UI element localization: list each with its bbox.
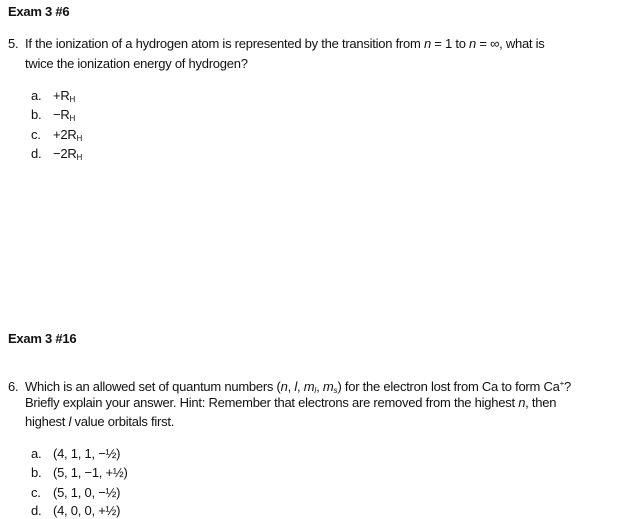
option-key: b. <box>31 107 42 122</box>
option-value: (5, 1, −1, +½) <box>53 465 128 480</box>
subscript: H <box>76 153 83 162</box>
question-text: Briefly explain your answer. Hint: Remember that electrons are removed from the highest <box>25 395 519 410</box>
question-6-line-3 <box>25 414 174 430</box>
exam-6-heading: Exam 3 #6 <box>8 4 70 19</box>
question-text: ? <box>564 379 571 394</box>
option-d <box>31 503 120 519</box>
var-n: n <box>469 36 477 51</box>
question-text: = 1 to <box>430 36 470 51</box>
option-key: d. <box>31 503 42 518</box>
var-ms: m <box>322 379 334 394</box>
option-b <box>31 465 128 481</box>
option-value: +R <box>53 88 70 103</box>
option-key: c. <box>31 485 41 500</box>
option-value: +2R <box>53 127 77 142</box>
question-text: Which is an allowed set of quantum numbers ( <box>25 379 281 394</box>
option-key: b. <box>31 465 42 480</box>
question-6-line-2 <box>25 395 556 411</box>
question-text: , <box>287 379 295 394</box>
question-number: 5. <box>8 36 19 51</box>
question-text: ) for the electron lost from Ca to form Ca <box>337 379 560 394</box>
var-n: n <box>518 395 526 410</box>
option-c <box>31 127 82 147</box>
option-value: −R <box>53 107 70 122</box>
superscript: + <box>559 379 564 388</box>
question-5-line-2: twice the ionization energy of hydrogen? <box>25 56 248 71</box>
var-n: n <box>423 36 431 51</box>
question-number: 6. <box>8 379 19 394</box>
exam-16-heading: Exam 3 #16 <box>8 331 77 346</box>
question-5-line-1 <box>8 36 545 52</box>
option-d <box>31 146 82 166</box>
subscript: H <box>69 114 76 123</box>
option-value: −2R <box>53 146 77 161</box>
subscript: l <box>314 386 317 395</box>
option-value: (4, 0, 0, +½) <box>53 503 121 518</box>
question-text: = ∞, what is <box>476 36 545 51</box>
option-key: c. <box>31 127 41 142</box>
option-a <box>31 88 75 108</box>
question-text: value orbitals first. <box>71 414 175 429</box>
question-text: , then <box>525 395 557 410</box>
option-b <box>31 107 75 127</box>
question-text: , <box>316 379 323 394</box>
var-ml: m <box>303 379 315 394</box>
var-l: l <box>68 414 72 429</box>
option-value: (5, 1, 0, −½) <box>53 485 121 500</box>
var-n: n <box>280 379 288 394</box>
option-key: d. <box>31 146 42 161</box>
var-l: l <box>294 379 297 394</box>
option-key: a. <box>31 88 42 103</box>
question-text: , <box>297 379 304 394</box>
option-key: a. <box>31 446 42 461</box>
subscript: H <box>69 95 76 104</box>
question-text: highest <box>25 414 69 429</box>
subscript: H <box>76 134 83 143</box>
option-c <box>31 485 120 501</box>
option-value: (4, 1, 1, −½) <box>53 446 121 461</box>
question-text: If the ionization of a hydrogen atom is represented by the transition from <box>25 36 424 51</box>
option-a <box>31 446 120 462</box>
subscript: s <box>333 386 338 395</box>
